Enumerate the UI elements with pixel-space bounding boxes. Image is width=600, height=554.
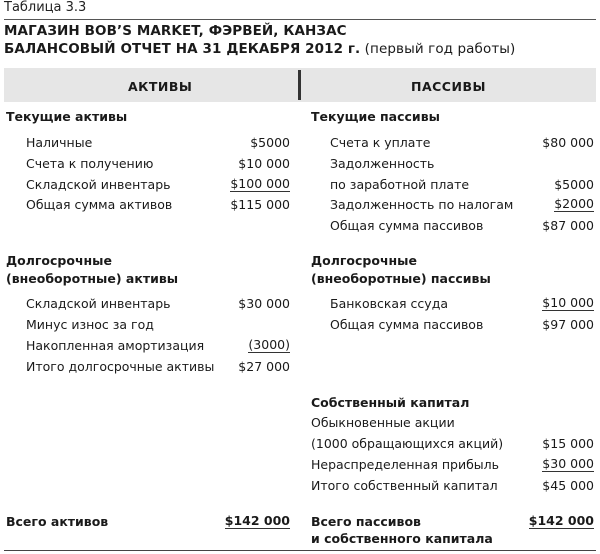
- grand-assets-value: $142 000: [224, 513, 290, 528]
- table-caption: Таблица 3.3: [4, 0, 87, 15]
- current-assets-title: Текущие активы: [6, 109, 128, 124]
- liabilities-total-label: Общая сумма пассивов: [330, 218, 484, 233]
- lt-liabilities-total-value: $97 000: [542, 317, 594, 332]
- grand-liabilities-label-2: и собственного капитала: [311, 531, 493, 546]
- accumulated-amortization-label: Накопленная амортизация: [26, 338, 205, 353]
- wages-value: $5000: [554, 177, 594, 192]
- lt-liabilities-total-label: Общая сумма пассивов: [330, 317, 484, 332]
- lt-inventory-label: Складской инвентарь: [26, 296, 171, 311]
- receivables-value: $10 000: [238, 156, 290, 171]
- current-liabilities-title: Текущие пассивы: [311, 109, 440, 124]
- grand-liabilities-value: $142 000: [528, 513, 594, 528]
- inventory-value: $100 000: [230, 176, 290, 191]
- title-line-2-note: (первый год работы): [360, 41, 516, 57]
- title-line-2: [4, 40, 515, 58]
- bank-loan-label: Банковская ссуда: [330, 296, 448, 311]
- longterm-liabilities-title-1: Долгосрочные: [311, 253, 417, 268]
- bottom-rule: [4, 550, 596, 551]
- payables-value: $80 000: [542, 135, 594, 150]
- title-line-1: МАГАЗИН BOB’S MARKET, ФЭРВЕЙ, КАНЗАС: [4, 23, 347, 39]
- accumulated-amortization-value: (3000): [248, 337, 290, 352]
- lt-inventory-value: $30 000: [238, 296, 290, 311]
- common-stock-label-1: Обыкновенные акции: [311, 415, 455, 430]
- equity-total-value: $45 000: [542, 478, 594, 493]
- statement-title: [4, 22, 515, 58]
- column-divider: [298, 70, 301, 100]
- depreciation-label: Минус износ за год: [26, 317, 154, 332]
- title-line-2-bold: БАЛАНСОВЫЙ ОТЧЕТ НА 31 ДЕКАБРЯ 2012 г.: [4, 41, 361, 57]
- longterm-liabilities-title-2: (внеоборотные) пассивы: [311, 271, 491, 286]
- bank-loan-value: $10 000: [542, 295, 594, 310]
- cash-label: Наличные: [26, 135, 93, 150]
- liabilities-header: ПАССИВЫ: [411, 79, 486, 94]
- inventory-label: Складской инвентарь: [26, 177, 171, 192]
- equity-title: Собственный капитал: [311, 395, 470, 410]
- equity-total-label: Итого собственный капитал: [311, 478, 498, 493]
- top-rule: [4, 19, 596, 20]
- assets-total-value: $115 000: [230, 197, 290, 212]
- grand-assets-label: Всего активов: [6, 514, 109, 529]
- common-stock-label-2: (1000 обращающихся акций): [311, 436, 504, 451]
- longterm-assets-title-2: (внеоборотные) активы: [6, 271, 179, 286]
- retained-earnings-label: Нераспределенная прибыль: [311, 457, 500, 472]
- longterm-assets-title-1: Долгосрочные: [6, 253, 112, 268]
- taxes-value: $2000: [554, 196, 594, 211]
- common-stock-value: $15 000: [542, 436, 594, 451]
- cash-value: $5000: [250, 135, 290, 150]
- grand-liabilities-label-1: Всего пассивов: [311, 514, 421, 529]
- lt-assets-total-label: Итого долгосрочные активы: [26, 359, 215, 374]
- wages-label-2: по заработной плате: [330, 177, 470, 192]
- assets-header: АКТИВЫ: [128, 79, 193, 94]
- receivables-label: Счета к получению: [26, 156, 154, 171]
- liabilities-total-value: $87 000: [542, 218, 594, 233]
- payables-label: Счета к уплате: [330, 135, 431, 150]
- assets-total-label: Общая сумма активов: [26, 197, 173, 212]
- lt-assets-total-value: $27 000: [238, 359, 290, 374]
- taxes-label: Задолженность по налогам: [330, 197, 514, 212]
- wages-label-1: Задолженность: [330, 156, 435, 171]
- retained-earnings-value: $30 000: [542, 456, 594, 471]
